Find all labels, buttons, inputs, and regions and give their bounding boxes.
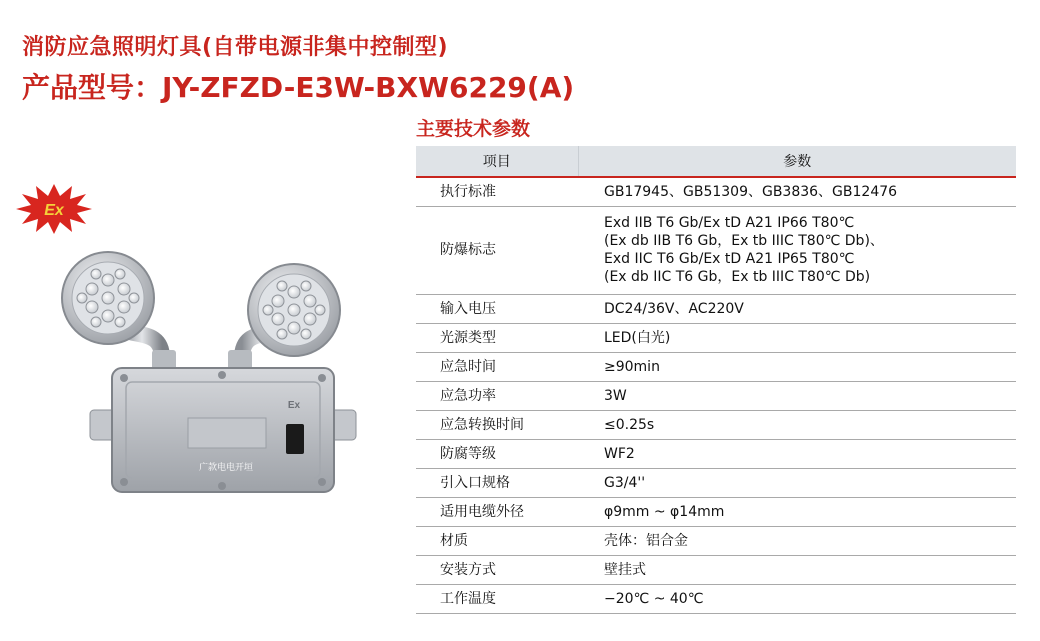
ex-marking-line: (Ex db IIB T6 Gb，Ex tb IIIC T80℃ Db)、 [604, 233, 884, 249]
spec-value [578, 206, 1016, 294]
spec-value: 壁挂式 [578, 555, 1016, 584]
left-lamp-head [62, 252, 154, 344]
spec-value: GB17945、GB51309、GB3836、GB12476 [578, 177, 1016, 206]
specs-table [416, 146, 1016, 614]
spec-value: 壳体：铝合金 [578, 526, 1016, 555]
spec-row-anticorrosion [416, 439, 1016, 468]
header-param: 参数 [578, 146, 1016, 177]
emergency-light-image [12, 178, 392, 528]
spec-label: 防爆标志 [416, 206, 578, 294]
spec-value: WF2 [578, 439, 1016, 468]
spec-value: ≥90min [578, 352, 1016, 381]
spec-value: DC24/36V、AC220V [578, 294, 1016, 323]
spec-row-emergency-power [416, 381, 1016, 410]
spec-value: LED(白光) [578, 323, 1016, 352]
spec-label: 应急功率 [416, 381, 578, 410]
spec-label: 适用电缆外径 [416, 497, 578, 526]
spec-row-cable-diameter [416, 497, 1016, 526]
spec-row-switch-time [416, 410, 1016, 439]
spec-value: ≤0.25s [578, 410, 1016, 439]
spec-value: φ9mm ~ φ14mm [578, 497, 1016, 526]
spec-label: 执行标准 [416, 177, 578, 206]
spec-row-input-voltage [416, 294, 1016, 323]
spec-row-material [416, 526, 1016, 555]
spec-row-installation [416, 555, 1016, 584]
spec-value: 3W [578, 381, 1016, 410]
spec-row-ex-marking [416, 206, 1016, 294]
spec-label: 工作温度 [416, 584, 578, 613]
spec-label: 输入电压 [416, 294, 578, 323]
ex-marking-line: Exd IIB T6 Gb/Ex tD A21 IP66 T80℃ [604, 215, 855, 231]
spec-row-standard [416, 177, 1016, 206]
ex-badge-text: Ex [44, 202, 64, 219]
nameplate [188, 418, 266, 448]
spec-row-emergency-time [416, 352, 1016, 381]
enclosure-ex-mark: Ex [287, 400, 301, 411]
spec-label: 引入口规格 [416, 468, 578, 497]
nameplate-text: 广款电电开垣 [198, 463, 254, 473]
header-item: 项目 [416, 146, 578, 177]
product-model: 产品型号：JY-ZFZD-E3W-BXW6229(A) [22, 71, 575, 104]
spec-row-temperature [416, 584, 1016, 613]
spec-label: 材质 [416, 526, 578, 555]
spec-row-light-source [416, 323, 1016, 352]
spec-label: 光源类型 [416, 323, 578, 352]
indicator-window [286, 424, 304, 454]
spec-value: G3/4'' [578, 468, 1016, 497]
spec-label: 安装方式 [416, 555, 578, 584]
specs-title: 主要技术参数 [416, 118, 531, 140]
spec-row-entry-spec [416, 468, 1016, 497]
spec-value: −20℃ ~ 40℃ [578, 584, 1016, 613]
spec-label: 应急转换时间 [416, 410, 578, 439]
right-lamp-head [248, 264, 340, 356]
spec-label: 防腐等级 [416, 439, 578, 468]
spec-label: 应急时间 [416, 352, 578, 381]
ex-marking-line: (Ex db IIC T6 Gb，Ex tb IIIC T80℃ Db) [604, 269, 871, 285]
ex-marking-line: Exd IIC T6 Gb/Ex tD A21 IP65 T80℃ [604, 251, 855, 267]
product-title: 消防应急照明灯具(自带电源非集中控制型) [22, 35, 449, 60]
